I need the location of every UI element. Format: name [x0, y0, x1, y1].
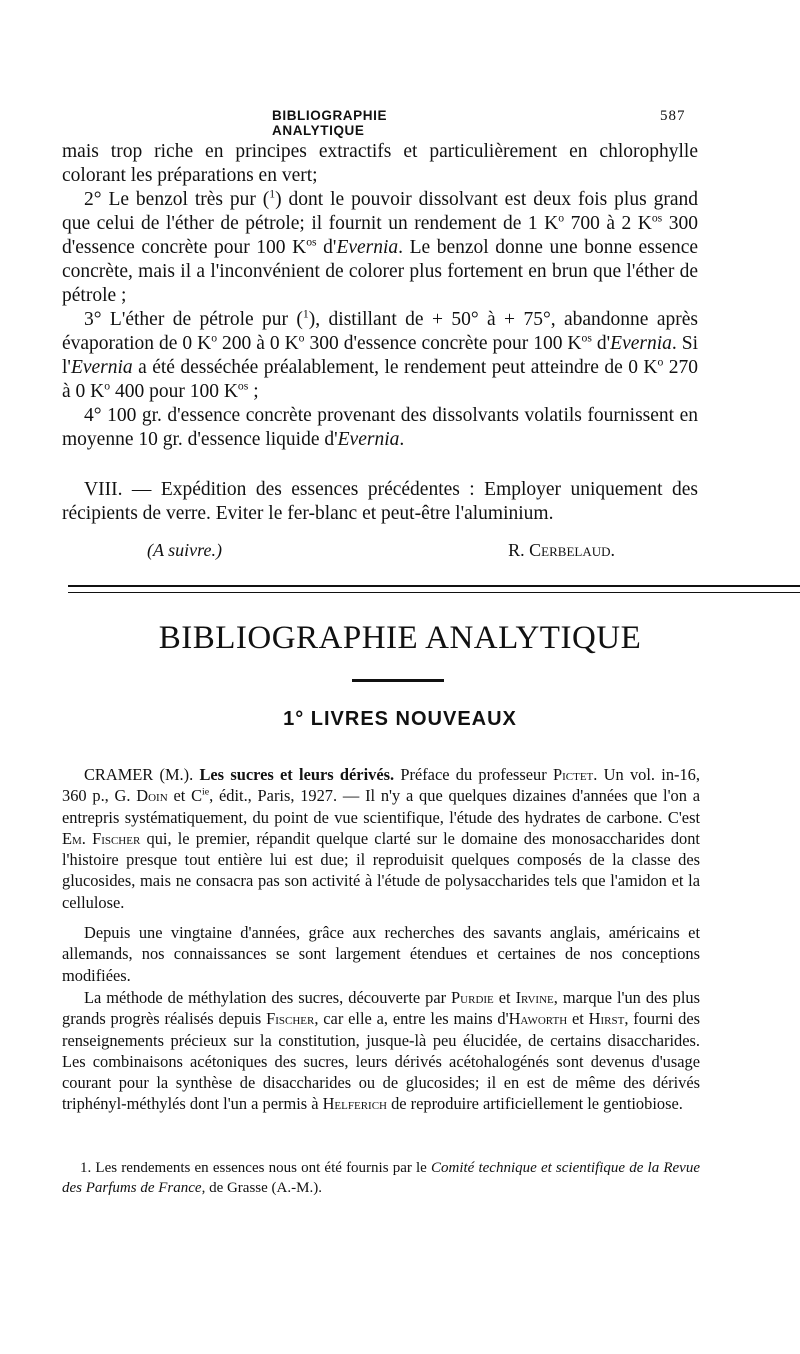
review-book-title: Les sucres et leurs dérivés.: [199, 765, 395, 784]
paragraph-benzol: 2° Le benzol très pur ($^1$) dont le pouvoir dissolvant est deux fois plus grand que celui de l'éther de pétrole; il fournit un rendement de 1 $K^o$ 700 à 2 $K^{os}$ 300 d'essence concrète pour 100 $K^{os}$ d'Evernia. Le benzol donne une bonne essence concrète, mais il a l'inconvénient de colorer plus fortement en brun que l'éther de pétrole ;: [62, 187, 699, 306]
review-paragraph-3: La méthode de méthylation des sucres, découverte par Purdie et Irvine, marque l'un des plus grands progrès réalisés depuis Fischer, car elle a, entre les mains d'Haworth et Hirst, fourni des renseignements précieux sur la constitution, jusque-là peu élucidée, de certains disaccharides. Les combinaisons acétoniques des sucres, leurs dérivés acétohalogénés sont devenus d'usage courant pour la synthèse de disaccharides ou de glucosides; il en est de même des dérivés triphényl-méthylés dont l'un a permis à Helferich de reproduire artificiellement le gentiobiose.: [62, 988, 701, 1114]
section-heading: 1° LIVRES NOUVEAUX: [283, 708, 517, 730]
page-title: BIBLIOGRAPHIE ANALYTIQUE: [158, 620, 642, 656]
author-signature: R. Cerbelaud.: [508, 540, 615, 560]
footnote-ref: 1: [302, 307, 309, 321]
review-paragraph-1: CRAMER (M.). Les sucres et leurs dérivés. Préface du professeur Pictet. Un vol. in-16, 360 p., G. Doin et $C^{ie}$, édit., Paris, 1927. — Il n'y a que quelques dizaines d'années que l'on a entrepris systématiquement, du point de vue scientifique, l'étude des hydrates de carbone. C'est Em. Fischer qui, le premier, répandit quelque clarté sur le domaine des monosaccharides dont l'histoire presque tout entière lui est due; il reproduisit quelques composés de la classe des glucosides, mais ne consacra pas son activité à l'étude de polysaccharides tels que l'amidon et la cellulose.: [62, 765, 700, 912]
paragraph-expedition: VIII. — Expédition des essences précédentes : Employer uniquement des récipients de verre. Eviter le fer-blanc et peut-être l'aluminium.: [62, 479, 698, 524]
footnote: 1. Les rendements en essences nous ont été fournis par le Comité technique et scientifique de la Revue des Parfums de France, de Grasse (A.-M.).: [62, 1160, 700, 1196]
review-paragraph-2: Depuis une vingtaine d'années, grâce aux recherches des savants anglais, américains et allemands, nos connaissances se sont largement étendues et certaines de nos conceptions modifiées.: [62, 923, 700, 985]
separator-rule-bottom: [68, 592, 800, 593]
paragraph-chlorophylle: mais trop riche en principes extractifs et particulièrement en chlorophylle colorant les préparations en vert;: [62, 141, 698, 186]
paragraph-rendement-liquide: 4° 100 gr. d'essence concrète provenant des dissolvants volatils fournissent en moyenne 10 gr. d'essence liquide d'Evernia.: [62, 405, 698, 450]
article-signoff: [147, 540, 615, 561]
paragraph-ether-de-petrole: 3° L'éther de pétrole pur ($^1$), distillant de + 50° à + 75°, abandonne après évaporation de 0 $K^o$ 200 à 0 $K^o$ 300 d'essence concrète pour 100 $K^{os}$ d'Evernia. Si l'Evernia a été desséchée préalablement, le rendement peut atteindre de 0 $K^o$ 270 à 0 $K^o$ 400 pour 100 $K^{os}$ ;: [62, 307, 698, 402]
separator-rule-top: [68, 585, 800, 587]
to-follow-note: (A suivre.): [147, 540, 222, 560]
page-number: 587: [660, 108, 686, 124]
review-author: CRAMER (M.).: [84, 765, 194, 784]
footnote-ref: 1: [269, 187, 276, 201]
title-underline: [352, 679, 444, 682]
